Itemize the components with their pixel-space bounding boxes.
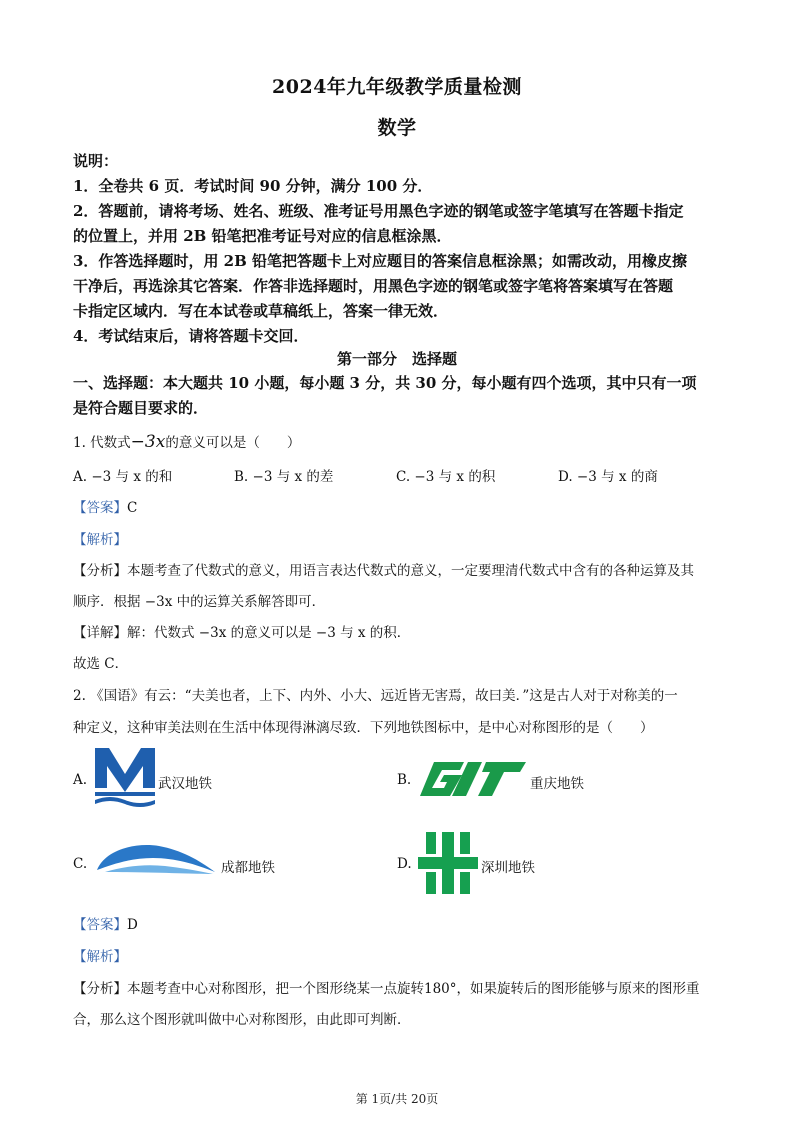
q2-answer — [73, 913, 138, 933]
chongqing-metro-logo-icon — [420, 762, 526, 796]
section-intro: 是符合题目要求的． — [73, 399, 209, 417]
page-number: 第 1页/共 20页 — [355, 1092, 439, 1106]
shenzhen-metro-logo-icon — [418, 832, 478, 894]
q1-option-c: C. −3 与 x 的积 — [396, 469, 496, 485]
q2-option-d-label: 深圳地铁 — [481, 860, 535, 876]
q1-analysis-tag: 【解析】 — [73, 532, 127, 548]
q1-stem-prefix: 1. 代数式 — [73, 435, 131, 451]
chengdu-metro-logo-icon — [95, 842, 217, 876]
exam-title: 2024年九年级教学质量检测 — [272, 76, 522, 98]
exam-subject: 数学 — [377, 117, 417, 139]
q1-option-a: A. −3 与 x 的和 — [73, 469, 173, 485]
instruction-line: 3．作答选择题时，用 2B 铅笔把答题卡上对应题目的答案信息框涂黑；如需改动，用橡皮擦 — [73, 252, 688, 270]
instruction-line: 的位置上，并用 2B 铅笔把准考证号对应的信息框涂黑． — [73, 227, 452, 245]
instruction-line: 2．答题前，请将考场、姓名、班级、准考证号用黑色字迹的钢笔或签字笔填写在答题卡指定 — [73, 202, 684, 220]
q1-detail: 【详解】解：代数式 −3x 的意义可以是 −3 与 x 的积． — [73, 625, 411, 641]
instruction-line: 干净后，再选涂其它答案．作答非选择题时，用黑色字迹的钢笔或签字笔将答案填写在答题 — [73, 277, 674, 295]
q1-answer — [73, 496, 137, 516]
q2-option-a-letter: A. — [73, 772, 88, 788]
q2-option-d-letter: D. — [397, 856, 412, 872]
q1-conclusion: 故选 C． — [73, 656, 129, 672]
q2-analysis: 合，那么这个图形就叫做中心对称图形，由此即可判断． — [73, 1012, 411, 1028]
q1-stem-suffix: 的意义可以是（ ） — [165, 435, 301, 451]
answer-tag: 【答案】 — [73, 917, 127, 933]
q1-option-d: D. −3 与 x 的商 — [558, 469, 658, 485]
answer-tag: 【答案】 — [73, 500, 127, 516]
q2-stem: 2. 《国语》有云：“夫美也者，上下、内外、小大、远近皆无害焉，故曰美．”这是古人对于对称美的一 — [73, 688, 678, 704]
q2-option-c-label: 成都地铁 — [221, 860, 275, 876]
instruction-line: 1．全卷共 6 页．考试时间 90 分钟，满分 100 分． — [73, 177, 433, 195]
q2-option-a-label: 武汉地铁 — [158, 776, 212, 792]
section-intro: 一、选择题：本大题共 10 小题，每小题 3 分，共 30 分，每小题有四个选项，其中只有一项 — [73, 374, 697, 392]
answer-value: C — [127, 500, 138, 516]
q2-option-c-letter: C. — [73, 856, 88, 872]
answer-value: D — [127, 917, 138, 933]
instruction-line: 4．考试结束后，请将答题卡交回． — [73, 327, 309, 345]
q1-option-b: B. −3 与 x 的差 — [234, 469, 334, 485]
q2-option-b-label: 重庆地铁 — [530, 776, 584, 792]
q2-option-b-letter: B. — [397, 772, 412, 788]
q1-analysis: 【分析】本题考查了代数式的意义，用语言表达代数式的意义，一定要理清代数式中含有的各种运算及其 — [73, 563, 694, 579]
q2-analysis: 【分析】本题考查中心对称图形，把一个图形绕某一点旋转180°，如果旋转后的图形能够与原来的图形重 — [73, 981, 700, 997]
instruction-line: 卡指定区域内．写在本试卷或草稿纸上，答案一律无效． — [73, 302, 449, 320]
q2-analysis-tag: 【解析】 — [73, 949, 127, 965]
section-title: 第一部分 选择题 — [336, 350, 457, 368]
q1-stem — [73, 431, 300, 452]
q2-stem: 种定义，这种审美法则在生活中体现得淋漓尽致．下列地铁图标中，是中心对称图形的是（ ） — [73, 720, 654, 736]
wuhan-metro-logo-icon — [95, 748, 155, 808]
q1-expression: −3x — [130, 432, 166, 452]
q1-analysis: 顺序．根据 −3x 中的运算关系解答即可． — [73, 594, 326, 610]
instructions-heading: 说明： — [73, 152, 119, 170]
